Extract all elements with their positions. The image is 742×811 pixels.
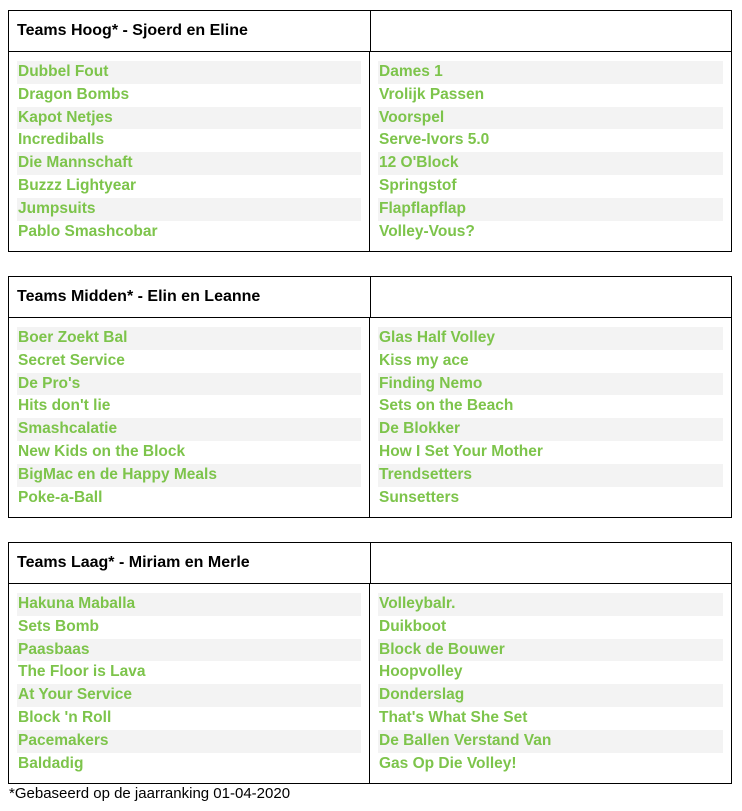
team-name: New Kids on the Block — [18, 442, 186, 460]
team-name: Boer Zoekt Bal — [17, 327, 361, 350]
team-name: That's What She Set — [379, 708, 528, 726]
group-header — [9, 543, 731, 584]
team-name: Block 'n Roll — [18, 708, 112, 726]
team-name: Die Mannschaft — [17, 152, 361, 175]
team-column-left — [9, 318, 370, 517]
team-name: Paasbaas — [17, 639, 361, 662]
team-column-right — [370, 584, 731, 783]
team-name: Sets on the Beach — [379, 397, 514, 415]
header-empty-cell — [371, 11, 731, 51]
team-name: Glas Half Volley — [378, 327, 723, 350]
team-column-right — [370, 52, 731, 251]
team-name: Sets Bomb — [18, 617, 99, 635]
team-name: Springstof — [379, 176, 457, 194]
header-empty-cell — [371, 543, 731, 583]
team-name: Kiss my ace — [379, 351, 469, 369]
team-name: Finding Nemo — [378, 373, 723, 396]
team-name: Hits don't lie — [18, 397, 111, 415]
team-name: Duikboot — [379, 617, 447, 635]
team-name: Jumpsuits — [17, 198, 361, 221]
group-header — [9, 277, 731, 318]
team-name: Buzzz Lightyear — [18, 176, 136, 194]
team-name: De Ballen Verstand Van — [378, 730, 723, 753]
group-title: Teams Laag* - Miriam en Merle — [9, 543, 371, 583]
team-name: At Your Service — [17, 684, 361, 707]
team-name: Gas Op Die Volley! — [379, 754, 517, 772]
team-column-left — [9, 584, 370, 783]
group-teams-midden — [8, 276, 732, 518]
team-name: Vrolijk Passen — [379, 85, 485, 103]
team-name: Voorspel — [378, 107, 723, 130]
team-name: Pacemakers — [17, 730, 361, 753]
team-name: Trendsetters — [378, 464, 723, 487]
team-name: Volley-Vous? — [379, 222, 475, 240]
group-title: Teams Hoog* - Sjoerd en Eline — [9, 11, 371, 51]
team-name: Kapot Netjes — [17, 107, 361, 130]
team-name: Dames 1 — [378, 61, 723, 84]
group-teams-hoog — [8, 10, 732, 252]
team-name: How I Set Your Mother — [379, 442, 543, 460]
team-column-right — [370, 318, 731, 517]
team-name: Smashcalatie — [17, 418, 361, 441]
team-name: The Floor is Lava — [18, 663, 146, 681]
team-name: Dragon Bombs — [18, 85, 130, 103]
team-name: 12 O'Block — [378, 152, 723, 175]
team-name: Poke-a-Ball — [18, 488, 103, 506]
team-column-left — [9, 52, 370, 251]
team-name: Volleybalr. — [378, 593, 723, 616]
header-empty-cell — [371, 277, 731, 317]
team-name: De Blokker — [378, 418, 723, 441]
team-name: Flapflapflap — [378, 198, 723, 221]
team-name: BigMac en de Happy Meals — [17, 464, 361, 487]
team-name: Hakuna Maballa — [17, 593, 361, 616]
team-name: Block de Bouwer — [378, 639, 723, 662]
team-name: Incrediballs — [18, 131, 105, 149]
group-teams-laag — [8, 542, 732, 784]
group-body — [9, 318, 731, 517]
group-body — [9, 584, 731, 783]
group-header — [9, 11, 731, 52]
team-name: Pablo Smashcobar — [18, 222, 158, 240]
team-name: Baldadig — [18, 754, 84, 772]
team-name: Donderslag — [378, 684, 723, 707]
team-name: Dubbel Fout — [17, 61, 361, 84]
team-name: Serve-Ivors 5.0 — [379, 131, 490, 149]
team-name: De Pro's — [17, 373, 361, 396]
group-body — [9, 52, 731, 251]
team-name: Secret Service — [18, 351, 125, 369]
footnote: *Gebaseerd op de jaarranking 01-04-2020 — [9, 785, 291, 802]
team-name: Sunsetters — [379, 488, 460, 506]
team-name: Hoopvolley — [379, 663, 463, 681]
group-title: Teams Midden* - Elin en Leanne — [9, 277, 371, 317]
